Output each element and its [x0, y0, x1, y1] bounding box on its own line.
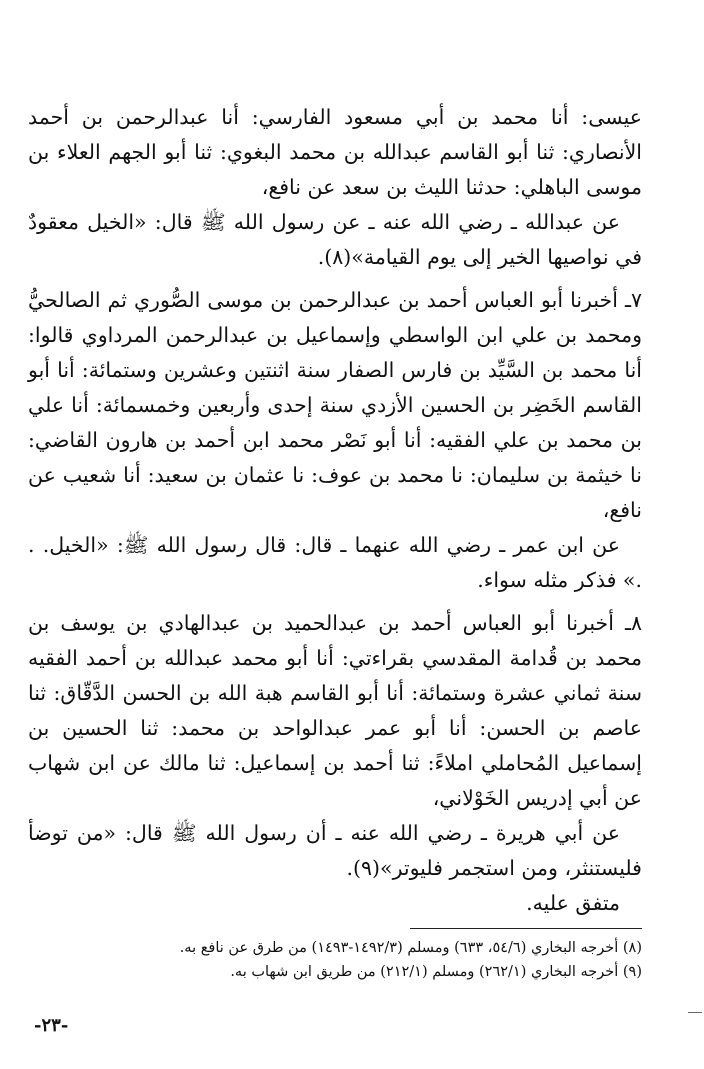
- footnote-9: (٩) أخرجه البخاري (٢٦٢/١) ومسلم (٢١٢/١) من طريق ابن شهاب به.: [230, 964, 642, 980]
- paragraph-chain-8: ٨ـ أخبرنا أبو العباس أحمد بن عبدالحميد بن عبدالهادي بن يوسف بن محمد بن قُدامة المقدسي بقراءتي: أنا أبو محمد عبدالله بن أحمد الفقيه سنة ثماني عشرة وستمائة: أنا أبو القاسم هبة الله بن الحسن الدَّقّاق: ثنا عاصم بن الحسن: أنا أبو عمر عبدالواحد بن محمد: ثنا الحسين بن إسماعيل المُحاملي املاءً: ثنا أحمد بن إسماعيل: ثنا مالك عن ابن شهاب عن أبي إدريس الخَوْلاني،: [28, 611, 642, 810]
- footnotes: [28, 936, 642, 984]
- paragraph-agreed: متفق عليه.: [526, 891, 620, 915]
- paragraph-hadith-1: عن عبدالله ـ رضي الله عنه ـ عن رسول الله ﷺ قال: «الخيل معقودٌ في نواصيها الخير إلى يوم القيامة»(٨).: [28, 210, 642, 269]
- paragraph-chain-1: عيسى: أنا محمد بن أبي مسعود الفارسي: أنا عبدالرحمن بن أحمد الأنصاري: ثنا أبو القاسم عبدالله بن محمد البغوي: ثنا أبو الجهم العلاء بن موسى الباهلي: حدثنا الليث بن سعد عن نافع،: [28, 105, 642, 199]
- paragraph-chain-7: ٧ـ أخبرنا أبو العباس أحمد بن عبدالرحمن بن موسى الصُّوري ثم الصالحيُّ ومحمد بن علي ابن الواسطي وإسماعيل بن عبدالرحمن المرداوي قالوا: أنا محمد بن السَّيِّد بن فارس الصفار سنة اثنتين وعشرين وستمائة: أنا أبو القاسم الخَضِر بن الحسين الأزدي سنة إحدى وأربعين وخمسمائة: أنا علي بن محمد بن علي الفقيه: أنا أبو نَصْر محمد ابن أحمد بن هارون القاضي: نا خيثمة بن سليمان: نا محمد بن عوف: نا عثمان بن سعيد: أنا شعيب عن نافع،: [28, 288, 642, 522]
- footnote-8: (٨) أخرجه البخاري (٥٤/٦، ٦٣٣) ومسلم (١٤٩٢/٣-١٤٩٣) من طرق عن نافع به.: [179, 940, 642, 956]
- main-text: [28, 100, 642, 921]
- paragraph-hadith-7: عن ابن عمر ـ رضي الله عنهما ـ قال: قال رسول الله ﷺ: «الخيل. . .» فذكر مثله سواء.: [28, 533, 642, 592]
- page-number: -٢٣-: [34, 1015, 69, 1036]
- margin-mark: [688, 1012, 702, 1013]
- paragraph-hadith-8: عن أبي هريرة ـ رضي الله عنه ـ أن رسول الله ﷺ قال: «من توضأ فليستنثر، ومن استجمر فليوتر»(٩).: [28, 821, 642, 880]
- footnote-divider: [410, 928, 642, 929]
